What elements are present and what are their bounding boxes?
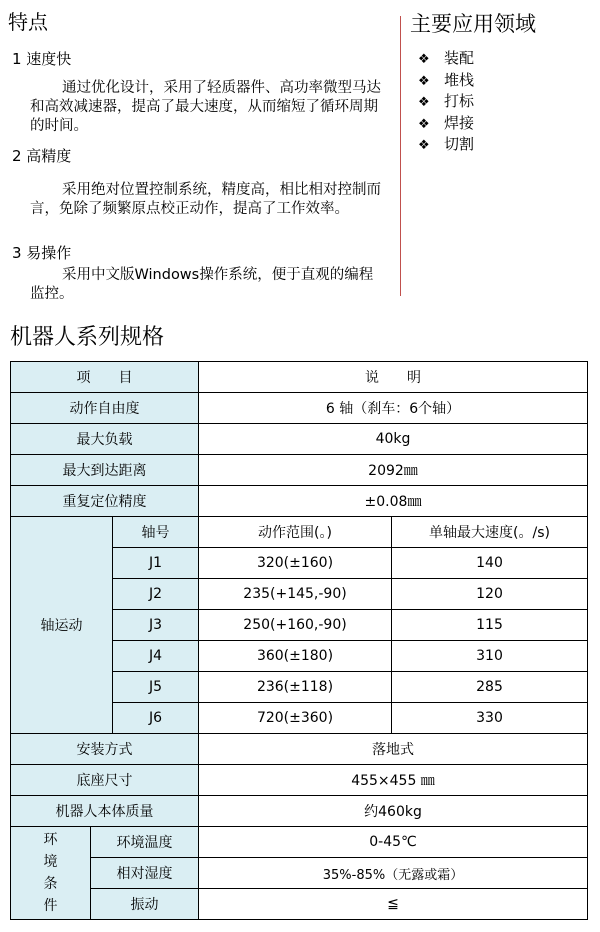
axis-speed: 330 bbox=[392, 703, 588, 734]
row-label: 安装方式 bbox=[11, 734, 199, 765]
feature-2-heading: 2 高精度 bbox=[12, 147, 72, 165]
table-row bbox=[11, 858, 588, 889]
axis-speed: 120 bbox=[392, 579, 588, 610]
axis-id: J2 bbox=[113, 579, 199, 610]
row-value: 455×455 ㎜ bbox=[199, 765, 588, 796]
diamond-bullet-icon: ❖ bbox=[418, 116, 430, 132]
applications-title: 主要应用领域 bbox=[410, 12, 536, 36]
env-label: 环境温度 bbox=[91, 827, 199, 858]
divider-line bbox=[400, 16, 401, 296]
row-label: 最大到达距离 bbox=[11, 455, 199, 486]
axis-id: J5 bbox=[113, 672, 199, 703]
header-item: 项 目 bbox=[11, 362, 199, 393]
row-label: 动作自由度 bbox=[11, 393, 199, 424]
env-value: 35%-85%（无露或霜） bbox=[199, 858, 588, 889]
row-value: ±0.08㎜ bbox=[199, 486, 588, 517]
axis-id: J6 bbox=[113, 703, 199, 734]
table-row bbox=[11, 765, 588, 796]
features-title: 特点 bbox=[8, 10, 48, 34]
table-row bbox=[11, 362, 588, 393]
axis-col-header: 动作范围(。) bbox=[199, 517, 392, 548]
axis-id: J1 bbox=[113, 548, 199, 579]
env-value: 0-45℃ bbox=[199, 827, 588, 858]
table-row bbox=[11, 486, 588, 517]
diamond-bullet-icon: ❖ bbox=[418, 73, 430, 89]
table-row bbox=[11, 424, 588, 455]
list-item: ❖ 焊接 bbox=[418, 113, 474, 135]
row-label: 重复定位精度 bbox=[11, 486, 199, 517]
table-row bbox=[11, 455, 588, 486]
row-value: 2092㎜ bbox=[199, 455, 588, 486]
list-item: ❖ 切割 bbox=[418, 134, 474, 156]
row-label: 底座尺寸 bbox=[11, 765, 199, 796]
table-row bbox=[11, 734, 588, 765]
table-row bbox=[11, 393, 588, 424]
axis-speed: 285 bbox=[392, 672, 588, 703]
axis-id: J4 bbox=[113, 641, 199, 672]
axis-range: 360(±180) bbox=[199, 641, 392, 672]
axis-range: 236(±118) bbox=[199, 672, 392, 703]
feature-2-text: 采用绝对位置控制系统，精度高，相比相对控制而言，免除了频繁原点校正动作，提高了工作效率。 bbox=[30, 182, 381, 217]
row-value: 40kg bbox=[199, 424, 588, 455]
axis-range: 250(+160,-90) bbox=[199, 610, 392, 641]
env-value: ≦ bbox=[199, 889, 588, 920]
feature-1-heading: 1 速度快 bbox=[12, 50, 72, 68]
feature-1-text: 通过优化设计，采用了轻质器件、高功率微型马达和高效减速器，提高了最大速度，从而缩短了循环周期的时间。 bbox=[30, 80, 381, 134]
feature-3-text: 采用中文版Windows操作系统，便于直观的编程监控。 bbox=[30, 267, 374, 302]
axis-col-header: 轴号 bbox=[113, 517, 199, 548]
environment-label: 环 境 条 件 bbox=[11, 827, 91, 920]
feature-3-heading: 3 易操作 bbox=[12, 244, 72, 262]
axis-range: 720(±360) bbox=[199, 703, 392, 734]
diamond-bullet-icon: ❖ bbox=[418, 95, 430, 110]
table-row bbox=[11, 827, 588, 858]
axis-range: 235(+145,-90) bbox=[199, 579, 392, 610]
spec-table bbox=[10, 361, 588, 920]
table-row bbox=[11, 889, 588, 920]
list-item: ❖ 打标 bbox=[418, 91, 474, 113]
axis-id: J3 bbox=[113, 610, 199, 641]
axis-speed: 140 bbox=[392, 548, 588, 579]
diamond-bullet-icon: ❖ bbox=[418, 52, 430, 67]
axis-motion-label: 轴运动 bbox=[11, 517, 113, 734]
table-row bbox=[11, 796, 588, 827]
header-desc: 说 明 bbox=[199, 362, 588, 393]
axis-col-header: 单轴最大速度(。/s) bbox=[392, 517, 588, 548]
axis-speed: 310 bbox=[392, 641, 588, 672]
row-value: 落地式 bbox=[199, 734, 588, 765]
table-row bbox=[11, 517, 588, 548]
list-item: ❖ 堆栈 bbox=[418, 70, 474, 92]
row-label: 机器人本体质量 bbox=[11, 796, 199, 827]
env-label: 相对湿度 bbox=[91, 858, 199, 889]
row-label: 最大负载 bbox=[11, 424, 199, 455]
diamond-bullet-icon: ❖ bbox=[418, 138, 430, 153]
axis-range: 320(±160) bbox=[199, 548, 392, 579]
applications-list bbox=[418, 48, 474, 156]
row-value: 约460kg bbox=[199, 796, 588, 827]
spec-title: 机器人系列规格 bbox=[10, 325, 165, 350]
env-label: 振动 bbox=[91, 889, 199, 920]
row-value: 6 轴（刹车：6个轴） bbox=[199, 393, 588, 424]
axis-speed: 115 bbox=[392, 610, 588, 641]
list-item: ❖ 装配 bbox=[418, 48, 474, 70]
